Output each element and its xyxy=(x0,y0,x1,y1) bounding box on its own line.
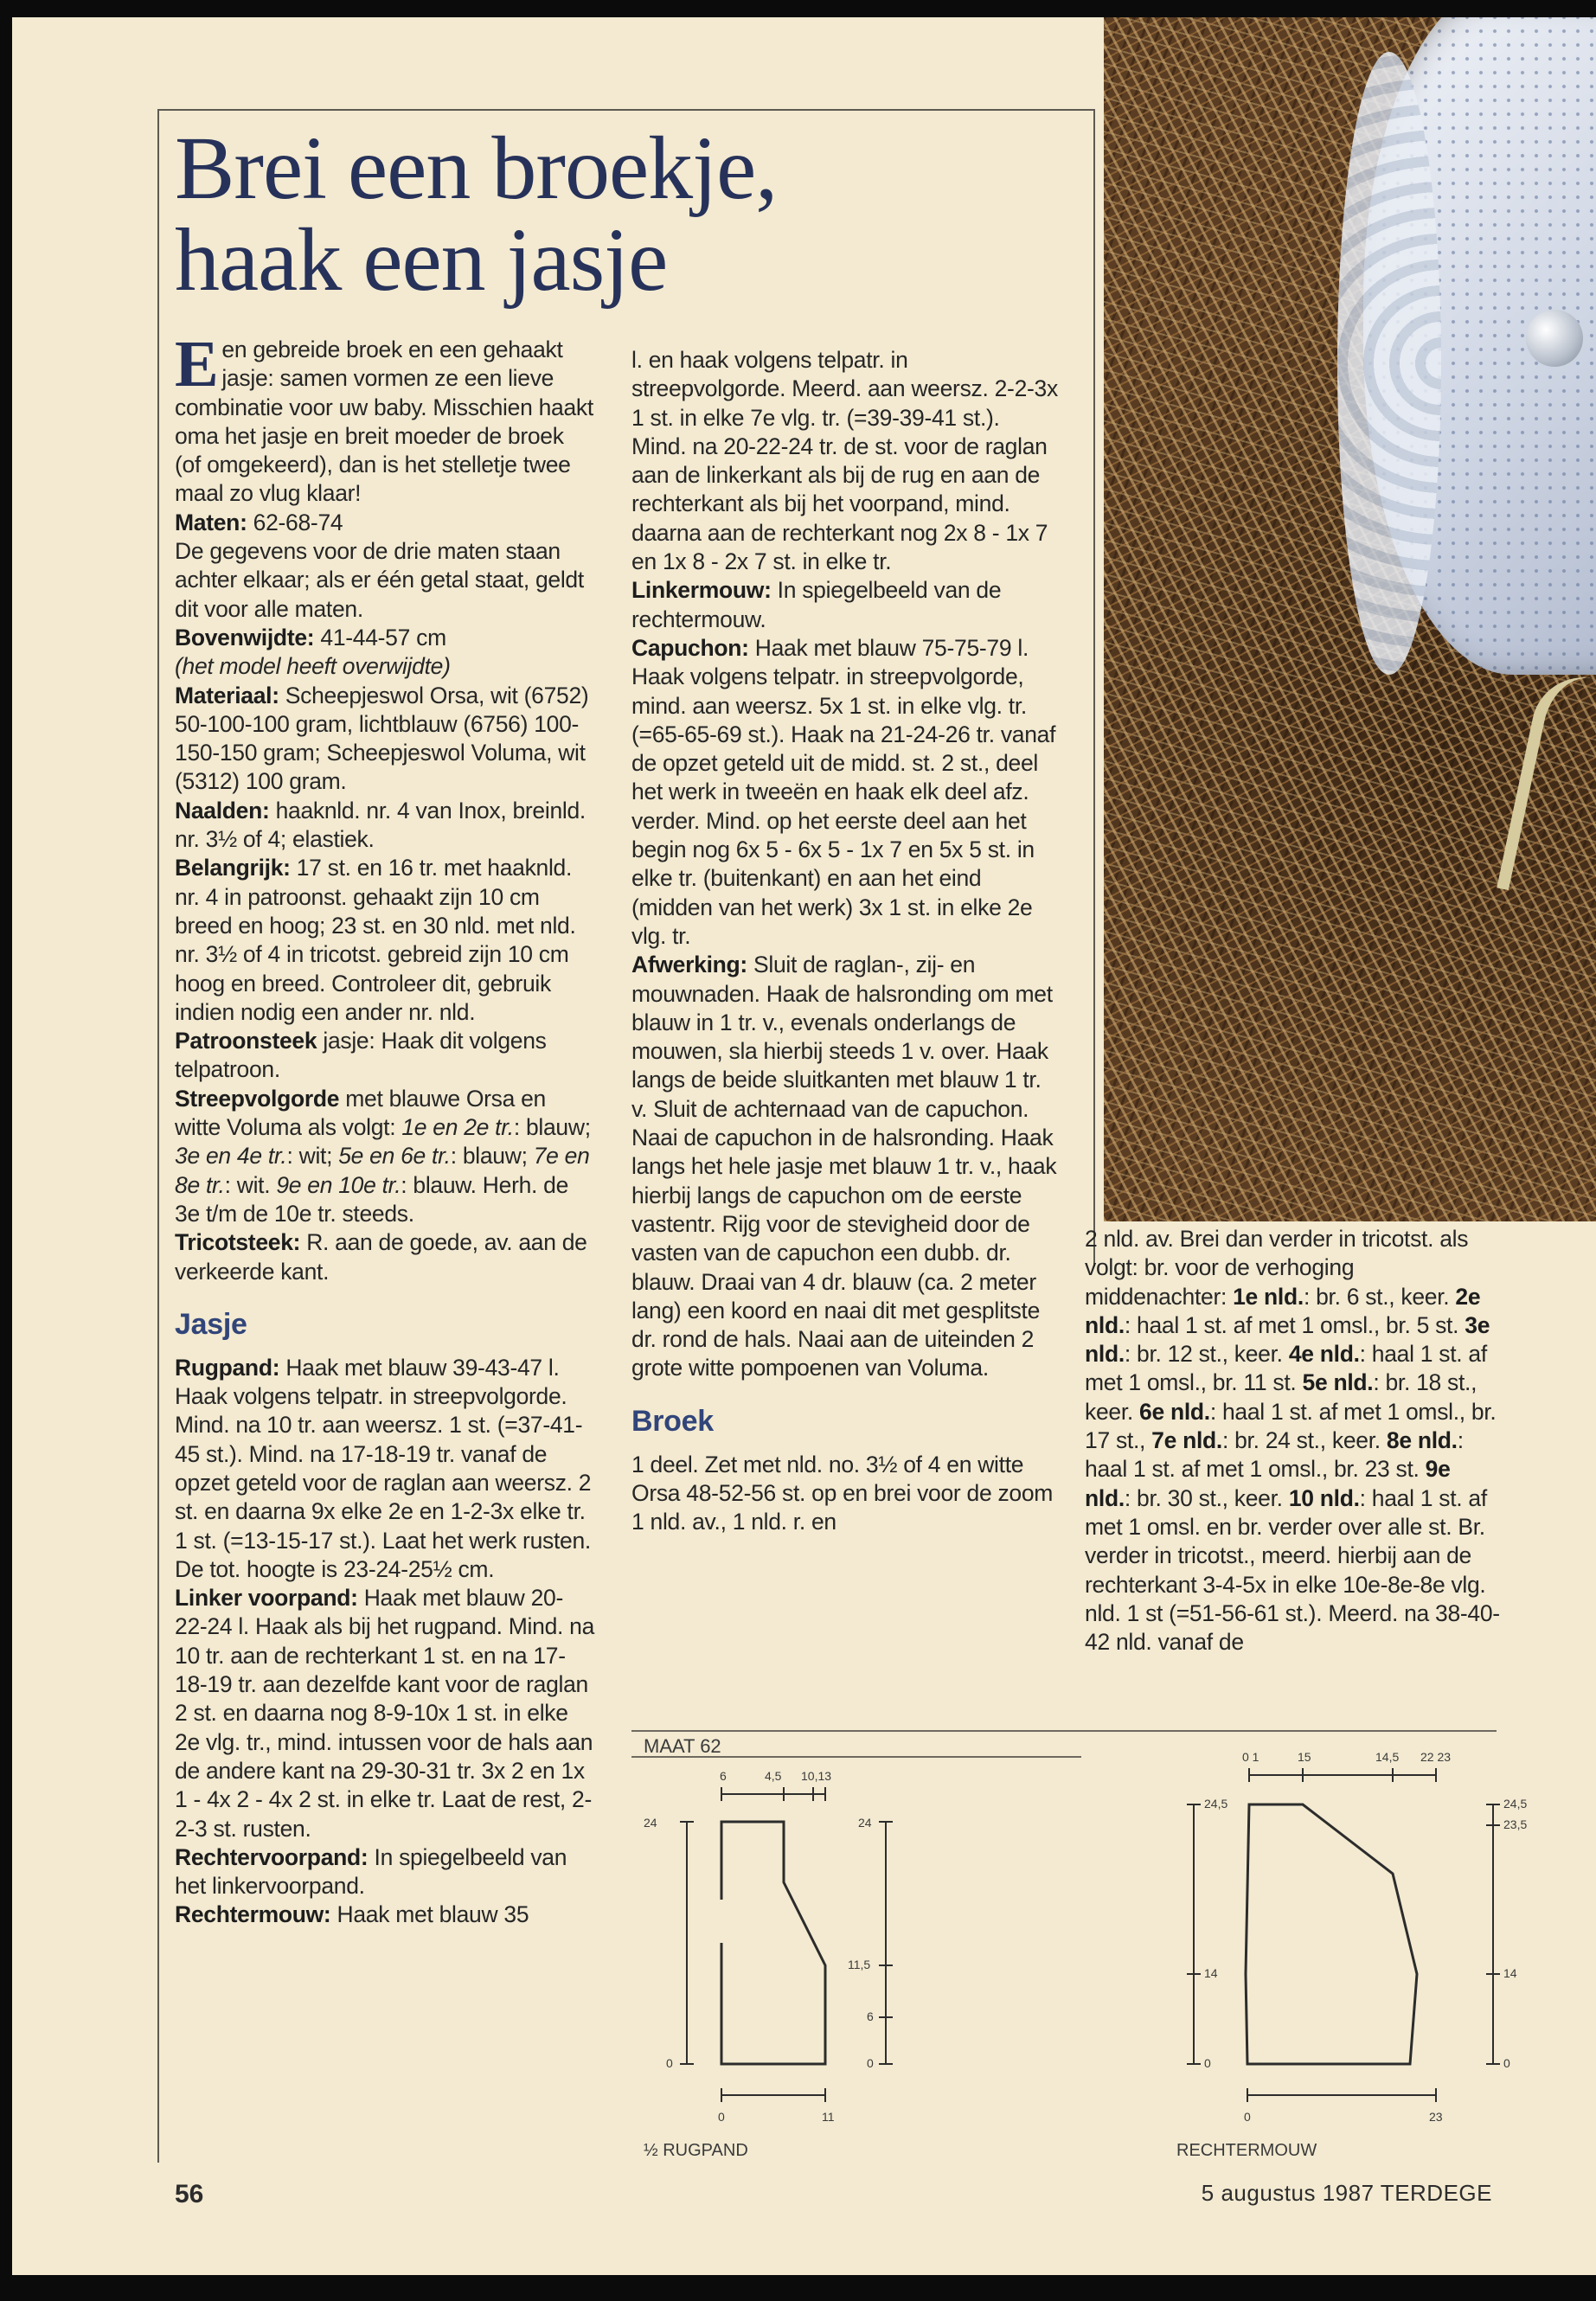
rug-right-label-2: 6 xyxy=(867,2009,874,2023)
mouw-top-label-3: 22 23 xyxy=(1420,1750,1452,1764)
broek-text: 1 deel. Zet met nld. no. 3½ of 4 en witte Orsa 48-52-56 st. op en brei voor de zoom 1 nld. av., 1 nld. r. en xyxy=(631,1451,1054,1535)
rug-right-label-0: 24 xyxy=(858,1816,872,1830)
capuchon: Capuchon: Haak met blauw 75-75-79 l. Haak volgens telpatr. in streepvolgorde, mind. aan weersz. 5x 1 st. in elke vlg. tr. (=65-65-69 st.). Haak na 21-24-26 tr. vanaf de opzet geteld uit de midd. st. 2 st., deel het werk in tweeën en haak elk deel afz. verder. Mind. op het eerste deel aan het begin nog 6x 5 - 6x 5 - 1x 7 en 5x 5 st. in elke tr. (buitenkant) en aan het eind (midden van het werk) 3x 1 st. in elke 2e vlg. tr. xyxy=(631,634,1056,949)
mouw-top-label-2: 14,5 xyxy=(1375,1750,1400,1764)
section-heading-jasje: Jasje xyxy=(175,1307,247,1341)
rug-right-label-1: 11,5 xyxy=(848,1958,871,1971)
mouw-continued: l. en haak volgens telpatr. in streepvolgorde. Meerd. aan weersz. 2-2-3x 1 st. in elke 7e vlg. tr. (=39-39-41 st.). Mind. na 20-22-24 tr. de st. voor de raglan aan de linkerkant als bij de rug en aan de rechterkant als bij het voorpand, mind. daarna aan de rechterkant nog 2x 8 - 1x 7 en 1x 8 - 2x 7 st. in elke tr. xyxy=(631,347,1058,575)
mouw-right-label-2: 14 xyxy=(1503,1966,1517,1980)
rechtermouw: Rechtermouw: Haak met blauw 35 xyxy=(175,1901,529,1928)
mouw-right-label-0: 24,5 xyxy=(1503,1797,1528,1811)
rug-top-label-1: 4,5 xyxy=(765,1769,782,1783)
photo-cord xyxy=(1497,668,1596,907)
rug-left-zero: 0 xyxy=(666,2056,673,2070)
mouw-right-label-3: 0 xyxy=(1503,2056,1510,2070)
rechtermouw-caption: RECHTERMOUW xyxy=(1176,2141,1317,2160)
title-line-2: haak een jasje xyxy=(175,210,668,310)
mouw-left-label-0: 24,5 xyxy=(1204,1797,1228,1811)
photo-button xyxy=(1526,310,1583,367)
mouw-top-label-0: 0 1 xyxy=(1242,1750,1259,1764)
mouw-bottom-label-0: 0 xyxy=(1244,2110,1251,2124)
rug-top-label-0: 6 xyxy=(720,1769,727,1783)
rugpand-shape xyxy=(721,1822,825,2064)
column-3 xyxy=(1085,1225,1502,1657)
patroonsteek: Patroonsteek jasje: Haak dit volgens telpatroon. xyxy=(175,1028,547,1083)
rug-top-label-2: 10,13 xyxy=(801,1769,832,1783)
afwerking: Afwerking: Sluit de raglan-, zij- en mouwnaden. Haak de halsronding om met blauw in 1 tr. v., evenals onderlangs de mouwen, sla hierbij steeds 1 v. over. Haak langs de beide sluitkanten met blauw 1 tr. v. Sluit de achternaad van de capuchon. Naai de capuchon in de halsronding. Haak langs het hele jasje met blauw 1 tr. v., haak hierbij langs de capuchon om de eerste vastentr. Rijg voor de stevigheid door de vasten van de capuchon een dubb. dr. blauw. Draai van 4 dr. blauw (ca. 2 meter lang) een koord en naai dit met gesplitste dr. rond de hals. Naai aan de uiteinden 2 grote witte pompoenen van Voluma. xyxy=(631,952,1057,1381)
issue-date: 5 augustus 1987 TERDEGE xyxy=(1201,2180,1492,2206)
gegevens: De gegevens voor de drie maten staan achter elkaar; als er één getal staat, geldt dit voor alle maten. xyxy=(175,538,584,622)
tricotsteek: Tricotsteek: R. aan de goede, av. aan de verkeerde kant. xyxy=(175,1229,587,1285)
column-2 xyxy=(631,346,1059,1537)
maten: Maten: 62-68-74 xyxy=(175,509,343,535)
broek-continued: 2 nld. av. Brei dan verder in tricotst. als volgt: br. voor de verhoging middenachter: 1e nld.: br. 6 st., keer. 2e nld.: haal 1 st. af met 1 omsl., br. 5 st. 3e nld.: br. 12 st., keer. 4e nld.: haal 1 st. af met 1 omsl., br. 11 st. 5e nld.: br. 18 st., keer. 6e nld.: haal 1 st. af met 1 omsl., br. 17 st., 7e nld.: br. 24 st., keer. 8e nld.: haal 1 st. af met 1 omsl., br. 23 st. 9e nld.: br. 30 st., keer. 10 nld.: haal 1 st. af met 1 omsl. en br. verder over alle st. Br. verder in tricotst., meerd. hierbij aan de rechterkant 3-4-5x in elke 10e-8e-8e vlg. nld. 1 st (=51-56-61 st.). Meerd. na 38-40-42 nld. vanaf de xyxy=(1085,1226,1500,1656)
rug-bottom-label-1: 11 xyxy=(822,2110,835,2124)
rugpand-diagram xyxy=(680,1787,893,2102)
rug-right-label-3: 0 xyxy=(867,2056,874,2070)
rugpand-caption: ½ RUGPAND xyxy=(644,2141,748,2160)
maat-label: MAAT 62 xyxy=(644,1735,721,1757)
bovenwijdte-note: (het model heeft overwijdte) xyxy=(175,653,451,680)
belangrijk: Belangrijk: 17 st. en 16 tr. met haaknld. nr. 4 in patroonst. gehaakt zijn 10 cm breed en hoog; 23 st. en 30 nld. met nld. nr. 3½ of 4 in tricotst. gebreid zijn 10 cm hoog en breed. Controleer dit, gebruik indien nodig een ander nr. nld. xyxy=(175,855,576,1025)
intro-paragraph: Een gebreide broek en een gehaakt jasje: samen vormen ze een lieve combinatie voor uw baby. Misschien haakt oma het jasje en breit moeder de broek (of omgekeerd), dan is het stelletje twee maal zo vlug klaar! xyxy=(175,328,593,507)
mouw-left-label-2: 0 xyxy=(1204,2056,1211,2070)
naalden: Naalden: haaknld. nr. 4 van Inox, breinld. nr. 3½ of 4; elastiek. xyxy=(175,797,586,853)
mouw-bottom-label-1: 23 xyxy=(1429,2110,1443,2124)
article-title xyxy=(175,119,1074,310)
rug-left-label: 24 xyxy=(644,1816,657,1830)
materiaal: Materiaal: Scheepjeswol Orsa, wit (6752) 50-100-100 gram, lichtblauw (6756) 100-150-150 gram; Scheepjeswol Voluma, wit (5312) 100 gram. xyxy=(175,682,589,795)
linkermouw: Linkermouw: In spiegelbeeld van de rechtermouw. xyxy=(631,577,1002,632)
mouw-top-label-1: 15 xyxy=(1298,1750,1311,1764)
magazine-page xyxy=(12,17,1596,2275)
photo-ruffle xyxy=(1337,52,1441,675)
streepvolgorde: Streepvolgorde met blauwe Orsa en witte Voluma als volgt: 1e en 2e tr.: blauw; 3e en 4e tr.: wit; 5e en 6e tr.: blauw; 7e en 8e tr.: wit. 9e en 10e tr.: blauw. Herh. de 3e t/m de 10e tr. steeds. xyxy=(175,1085,591,1227)
article-frame-left xyxy=(157,1263,159,2163)
photo-baby-jacket-on-straw xyxy=(1104,17,1596,1221)
pattern-diagrams xyxy=(631,1718,1583,2168)
mouw-left-label-1: 14 xyxy=(1204,1966,1218,1980)
mouw-right-label-1: 23,5 xyxy=(1503,1817,1528,1831)
page-number: 56 xyxy=(175,2180,204,2208)
section-heading-broek: Broek xyxy=(631,1404,714,1438)
column-1 xyxy=(175,328,595,1930)
linker-voorpand: Linker voorpand: Haak met blauw 20-22-24 l. Haak als bij het rugpand. Mind. na 10 tr. aan de rechterkant 1 st. en na 17-18-19 tr. aan dezelfde kant voor de raglan 2 st. en daarna nog 8-9-10x 1 st. in elke 2e vlg. tr., mind. intussen voor de hals aan de andere kant na 29-30-31 tr. 3x 2 en 1x 1 - 4x 2 - 4x 2 st. in elke tr. Laat de rest, 2-2-3 st. rusten. xyxy=(175,1585,595,1842)
rug-bottom-label-0: 0 xyxy=(718,2110,725,2124)
rechtervoorpand: Rechtervoorpand: In spiegelbeeld van het linkervoorpand. xyxy=(175,1843,567,1900)
rechtermouw-shape xyxy=(1246,1804,1417,2064)
rugpand: Rugpand: Haak met blauw 39-43-47 l. Haak volgens telpatr. in streepvolgorde. Mind. na 10 tr. aan weersz. 1 st. (=37-41-45 st.). Mind. na 17-18-19 tr. vanaf de opzet geteld voor de raglan aan weersz. 2 st. en daarna 9x elke 2e en 1-2-3x elke tr. 1 st. (=13-15-17 st.). Laat het werk rusten. De tot. hoogte is 23-24-25½ cm. xyxy=(175,1354,592,1582)
title-line-1: Brei een broekje, xyxy=(175,119,778,218)
rechtermouw-diagram xyxy=(1187,1768,1500,2102)
drop-cap: E xyxy=(175,328,219,401)
bovenwijdte: Bovenwijdte: 41-44-57 cm xyxy=(175,624,446,651)
